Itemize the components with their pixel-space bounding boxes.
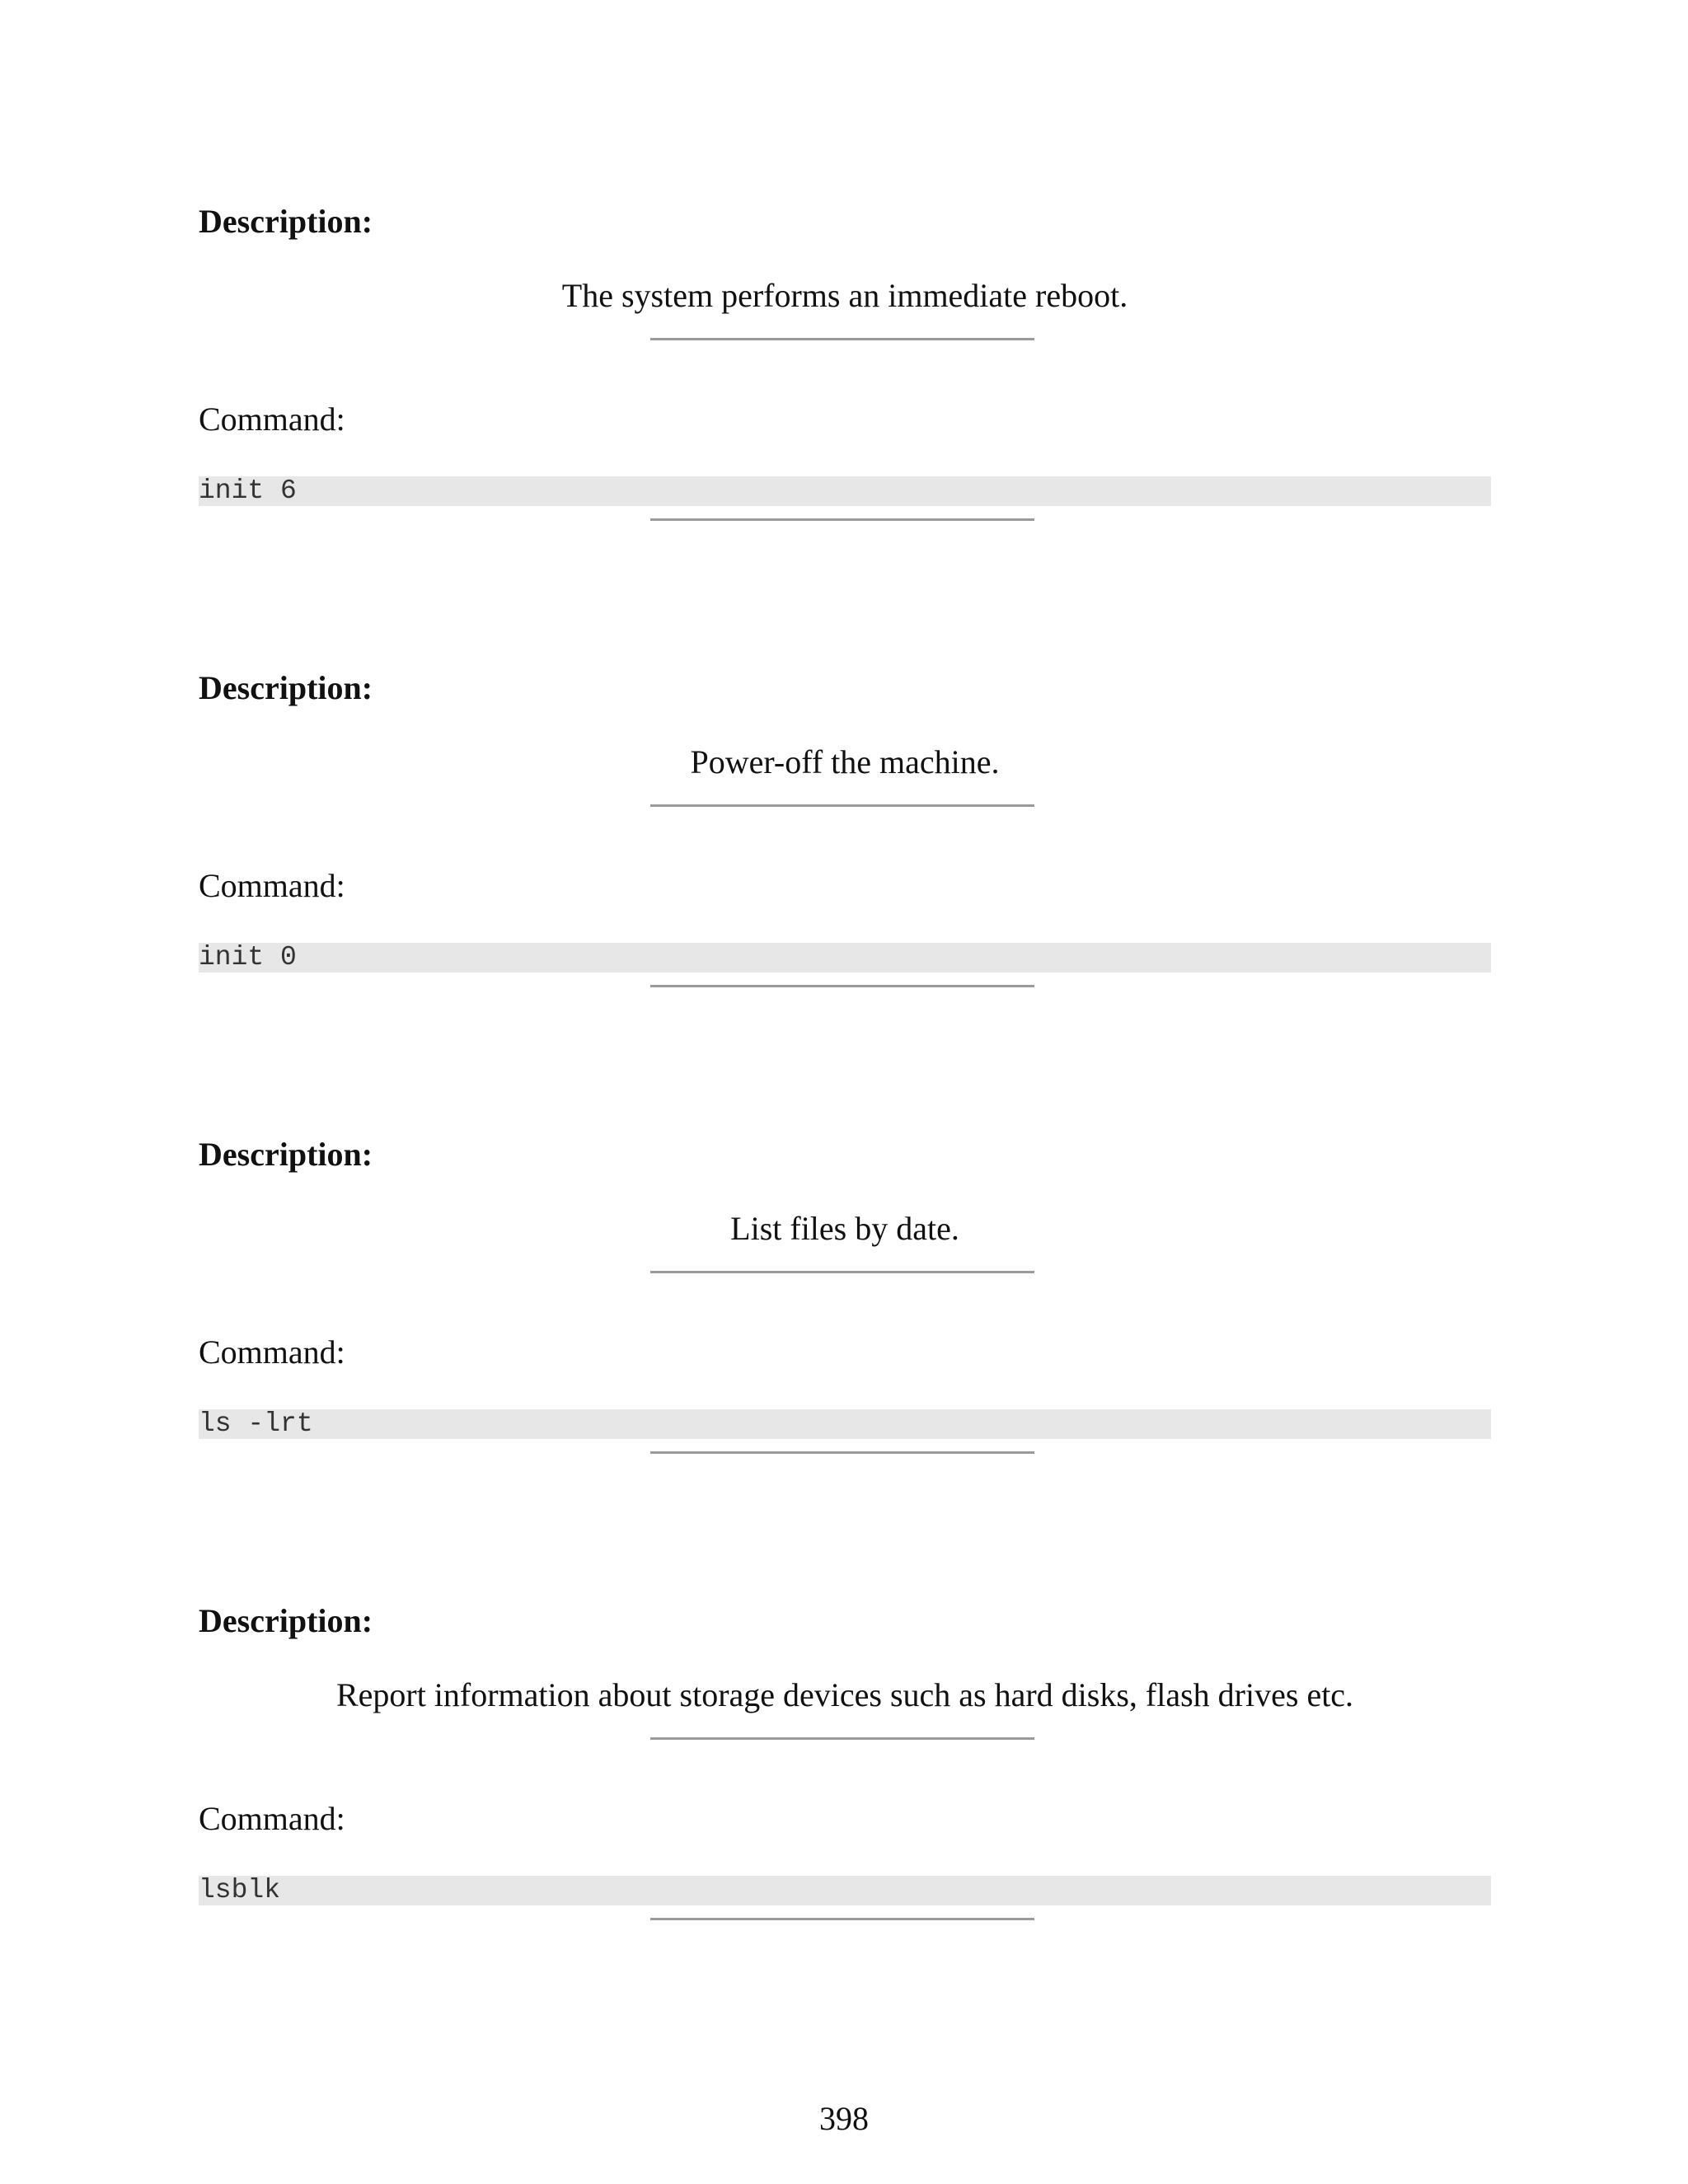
separator-line: [650, 338, 1034, 340]
command-label: Command:: [199, 401, 345, 438]
command-code: init 0: [199, 943, 1491, 972]
description-label: Description:: [199, 1136, 373, 1173]
separator-line: [650, 518, 1034, 521]
entry-2: [199, 669, 1491, 1081]
entry-4: [199, 1602, 1491, 2014]
separator-line: [650, 1271, 1034, 1273]
page-number: 398: [819, 2100, 869, 2137]
command-code: ls -lrt: [199, 1409, 1491, 1439]
command-label: Command:: [199, 1800, 345, 1837]
separator-line: [650, 1918, 1034, 1920]
entry-3: [199, 1136, 1491, 1548]
command-code: lsblk: [199, 1876, 1491, 1905]
separator-line: [650, 1737, 1034, 1740]
description-text: List files by date.: [730, 1210, 959, 1247]
description-text: The system performs an immediate reboot.: [561, 277, 1128, 314]
description-label: Description:: [199, 669, 373, 706]
separator-line: [650, 804, 1034, 807]
separator-line: [650, 1451, 1034, 1454]
entry-1: [199, 203, 1491, 615]
command-label: Command:: [199, 1333, 345, 1371]
description-text: Report information about storage devices such as hard disks, flash drives etc.: [335, 1676, 1354, 1713]
description-label: Description:: [199, 1602, 373, 1639]
command-label: Command:: [199, 867, 345, 904]
command-code: init 6: [199, 476, 1491, 506]
separator-line: [650, 985, 1034, 987]
description-label: Description:: [199, 203, 373, 240]
description-text: Power-off the machine.: [690, 743, 1000, 780]
